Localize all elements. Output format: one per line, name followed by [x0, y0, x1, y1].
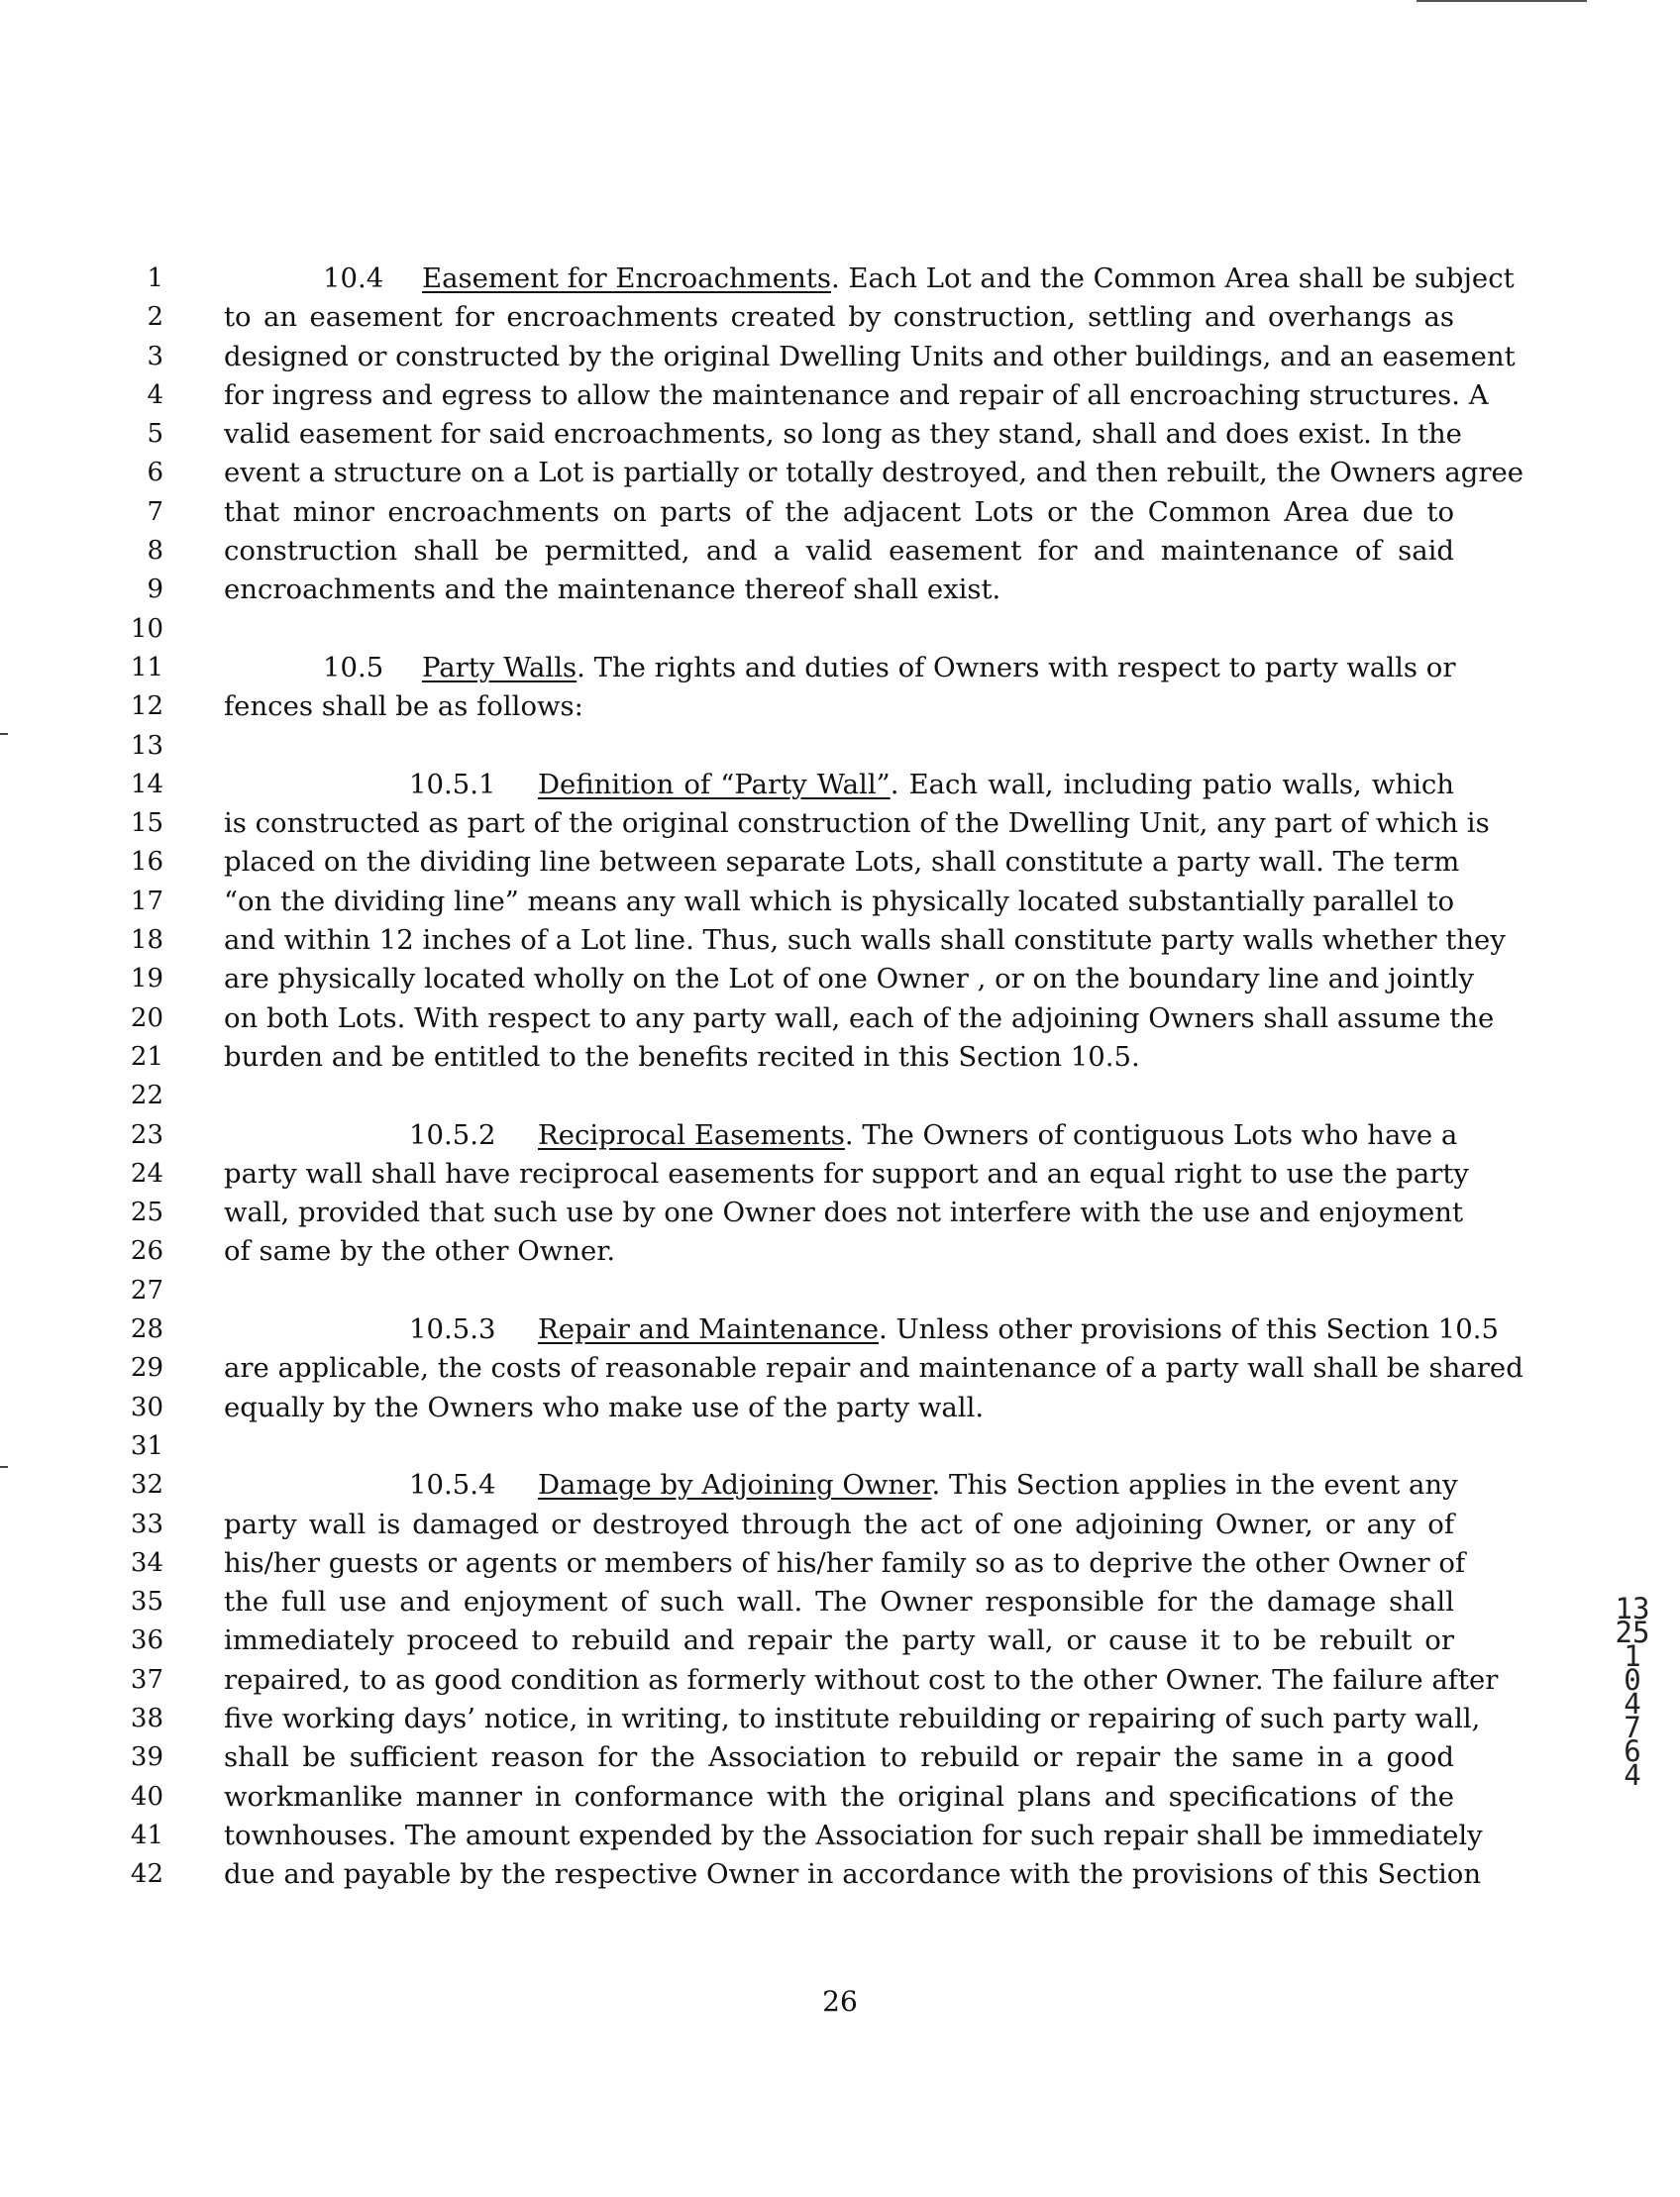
line-number: 16	[130, 847, 163, 878]
line-number: 19	[130, 964, 163, 994]
line-number: 39	[130, 1742, 163, 1773]
line-number: 22	[130, 1081, 163, 1111]
body-text-line: workmanlike manner in conformance with the original plans and specifications of the	[224, 1780, 1454, 1813]
document-line	[0, 727, 1680, 766]
section-10-5-2-first-line: 10.5.2 Reciprocal Easements. The Owners of contiguous Lots who have a	[409, 1116, 1454, 1155]
line-number: 33	[130, 1509, 163, 1539]
document-line	[0, 1778, 1680, 1817]
document-line	[0, 1661, 1680, 1700]
line-number: 12	[130, 691, 163, 722]
body-text-line: equally by the Owners who make use of the party wall.	[224, 1391, 985, 1423]
section-number: 10.5.2	[409, 1118, 496, 1151]
document-line	[0, 1194, 1680, 1232]
line-number: 38	[130, 1703, 163, 1733]
document-line	[0, 338, 1680, 376]
document-line	[0, 999, 1680, 1038]
document-line	[0, 1700, 1680, 1738]
document-line	[0, 804, 1680, 843]
document-line	[0, 1038, 1680, 1077]
document-line	[0, 1738, 1680, 1777]
line-number: 37	[130, 1664, 163, 1695]
line-number: 41	[130, 1820, 163, 1850]
line-number: 3	[147, 341, 163, 371]
section-heading: Party Walls	[422, 651, 578, 683]
document-line	[0, 1116, 1680, 1155]
section-heading: Easement for Encroachments	[422, 262, 831, 294]
document-line	[0, 454, 1680, 492]
line-number: 18	[130, 925, 163, 956]
body-text-line: five working days’ notice, in writing, to institute rebuilding or repairing of such party wall,	[224, 1702, 1481, 1734]
body-text-line: repaired, to as good condition as formerly without cost to the other Owner. The failure after	[224, 1663, 1499, 1696]
section-10-5-1-first-line: 10.5.1 Definition of “Party Wall”. Each wall, including patio walls, which	[409, 766, 1454, 804]
body-text-line: shall be sufficient reason for the Association to rebuild or repair the same in a good	[224, 1741, 1454, 1774]
line-number: 21	[130, 1041, 163, 1072]
body-text-line: placed on the dividing line between separate Lots, shall constitute a party wall. The term	[224, 846, 1460, 879]
line-number: 15	[130, 808, 163, 839]
body-text-line: are physically located wholly on the Lot of one Owner , or on the boundary line and jointly	[224, 963, 1475, 995]
body-text-line: encroachments and the maintenance thereof shall exist.	[224, 574, 1001, 606]
line-number: 13	[130, 730, 163, 761]
document-line	[0, 1077, 1680, 1115]
line-number: 8	[147, 536, 163, 567]
body-text-line: designed or constructed by the original Dwelling Units and other buildings, and an easement	[224, 340, 1516, 372]
section-heading: Repair and Maintenance	[538, 1313, 879, 1346]
section-number: 10.5.1	[409, 768, 496, 800]
document-line	[0, 883, 1680, 921]
body-text-line: on both Lots. With respect to any party wall, each of the adjoining Owners shall assume the	[224, 1001, 1495, 1034]
line-number: 40	[130, 1781, 163, 1812]
document-line	[0, 571, 1680, 609]
body-text-line: due and payable by the respective Owner in accordance with the provisions of this Section	[224, 1858, 1482, 1891]
section-number: 10.5	[323, 651, 384, 683]
line-number: 20	[130, 1002, 163, 1033]
body-text-line: event a structure on a Lot is partially or totally destroyed, and then rebuilt, the Owners agree	[224, 457, 1524, 489]
document-line	[0, 532, 1680, 571]
document-line	[0, 1310, 1680, 1349]
line-number: 35	[130, 1587, 163, 1618]
document-line	[0, 687, 1680, 726]
line-number: 29	[130, 1353, 163, 1384]
document-line	[0, 1389, 1680, 1427]
line-number: 14	[130, 769, 163, 799]
line-number: 6	[147, 458, 163, 488]
body-text-line: party wall is damaged or destroyed through the act of one adjoining Owner, or any of	[224, 1508, 1454, 1540]
document-line	[0, 415, 1680, 454]
page-number: 26	[822, 1985, 858, 2018]
document-line	[0, 376, 1680, 415]
line-number: 23	[130, 1119, 163, 1150]
section-10-4-first-line: 10.4 Easement for Encroachments. Each Lot and the Common Area shall be subject	[323, 260, 1454, 298]
document-line	[0, 1817, 1680, 1855]
document-line	[0, 260, 1680, 298]
body-text-line: and within 12 inches of a Lot line. Thus, such walls shall constitute party walls whether they	[224, 924, 1506, 957]
body-text-line: valid easement for said encroachments, so long as they stand, shall and does exist. In the	[224, 418, 1462, 451]
line-number: 26	[130, 1236, 163, 1267]
document-line	[0, 1583, 1680, 1622]
line-number: 32	[130, 1470, 163, 1501]
section-heading: Damage by Adjoining Owner	[538, 1469, 932, 1502]
document-line	[0, 298, 1680, 337]
section-10-5-first-line: 10.5 Party Walls. The rights and duties of Owners with respect to party walls or	[323, 649, 1454, 687]
section-number: 10.4	[323, 262, 384, 294]
section-10-5-4-first-line: 10.5.4 Damage by Adjoining Owner. This Section applies in the event any	[409, 1466, 1454, 1505]
body-text-line: townhouses. The amount expended by the Association for such repair shall be immediately	[224, 1819, 1483, 1851]
body-text-line: to an easement for encroachments created by construction, settling and overhangs as	[224, 301, 1454, 334]
document-line	[0, 610, 1680, 649]
side-recording-stamp: 1325 1 0 4 7 6 4	[1615, 1592, 1650, 1792]
line-number: 1	[147, 263, 163, 293]
line-number: 25	[130, 1198, 163, 1228]
document-line	[0, 649, 1680, 687]
body-text-line: for ingress and egress to allow the maintenance and repair of all encroaching structures. A	[224, 378, 1489, 411]
line-number: 2	[147, 302, 163, 333]
document-line	[0, 1272, 1680, 1310]
document-line	[0, 766, 1680, 804]
document-line	[0, 1155, 1680, 1194]
line-number: 42	[130, 1859, 163, 1890]
line-number: 28	[130, 1314, 163, 1345]
line-number: 9	[147, 575, 163, 605]
document-line	[0, 1349, 1680, 1388]
numbered-text-body	[0, 260, 1680, 1894]
body-text-line: fences shall be as follows:	[224, 690, 583, 723]
body-text-line: wall, provided that such use by one Owner does not interfere with the use and enjoyment	[224, 1197, 1464, 1229]
section-heading: Reciprocal Easements	[538, 1118, 845, 1151]
body-text-line: “on the dividing line” means any wall which is physically located substantially parallel to	[224, 885, 1454, 917]
line-number: 11	[130, 652, 163, 682]
document-line	[0, 1232, 1680, 1271]
body-text-line: of same by the other Owner.	[224, 1235, 616, 1268]
line-number: 7	[147, 496, 163, 527]
line-number: 10	[130, 613, 163, 644]
line-number: 27	[130, 1275, 163, 1306]
body-text-line: his/her guests or agents or members of his/her family so as to deprive the other Owner of	[224, 1546, 1466, 1579]
document-line	[0, 1427, 1680, 1466]
line-number: 5	[147, 419, 163, 450]
document-line	[0, 960, 1680, 998]
section-heading: Definition of “Party Wall”	[538, 768, 891, 800]
body-text-line: the full use and enjoyment of such wall. The Owner responsible for the damage shall	[224, 1586, 1454, 1619]
body-text-line: are applicable, the costs of reasonable repair and maintenance of a party wall shall be shared	[224, 1352, 1523, 1385]
line-number: 36	[130, 1625, 163, 1656]
section-10-5-3-first-line: 10.5.3 Repair and Maintenance. Unless other provisions of this Section 10.5	[409, 1310, 1454, 1349]
document-line	[0, 493, 1680, 532]
section-number: 10.5.3	[409, 1313, 496, 1346]
body-text-line: immediately proceed to rebuild and repair the party wall, or cause it to be rebuilt or	[224, 1624, 1454, 1657]
line-number: 24	[130, 1158, 163, 1189]
document-line	[0, 1544, 1680, 1583]
body-text-line: that minor encroachments on parts of the adjacent Lots or the Common Area due to	[224, 495, 1454, 528]
line-number: 30	[130, 1392, 163, 1422]
line-number: 34	[130, 1547, 163, 1578]
document-line	[0, 843, 1680, 882]
line-number: 17	[130, 886, 163, 916]
scan-top-rule	[1417, 0, 1587, 2]
document-line	[0, 1622, 1680, 1660]
body-text-line: burden and be entitled to the benefits recited in this Section 10.5.	[224, 1040, 1140, 1073]
body-text-line: is constructed as part of the original construction of the Dwelling Unit, any part of which is	[224, 807, 1490, 840]
line-number: 31	[130, 1430, 163, 1461]
line-number: 4	[147, 379, 163, 410]
document-line	[0, 1466, 1680, 1505]
body-text-line: party wall shall have reciprocal easements for support and an equal right to use the party	[224, 1157, 1469, 1190]
document-line	[0, 1506, 1680, 1544]
body-text-line: construction shall be permitted, and a valid easement for and maintenance of said	[224, 535, 1454, 568]
document-line	[0, 1855, 1680, 1894]
section-number: 10.5.4	[409, 1469, 496, 1502]
document-line	[0, 921, 1680, 960]
